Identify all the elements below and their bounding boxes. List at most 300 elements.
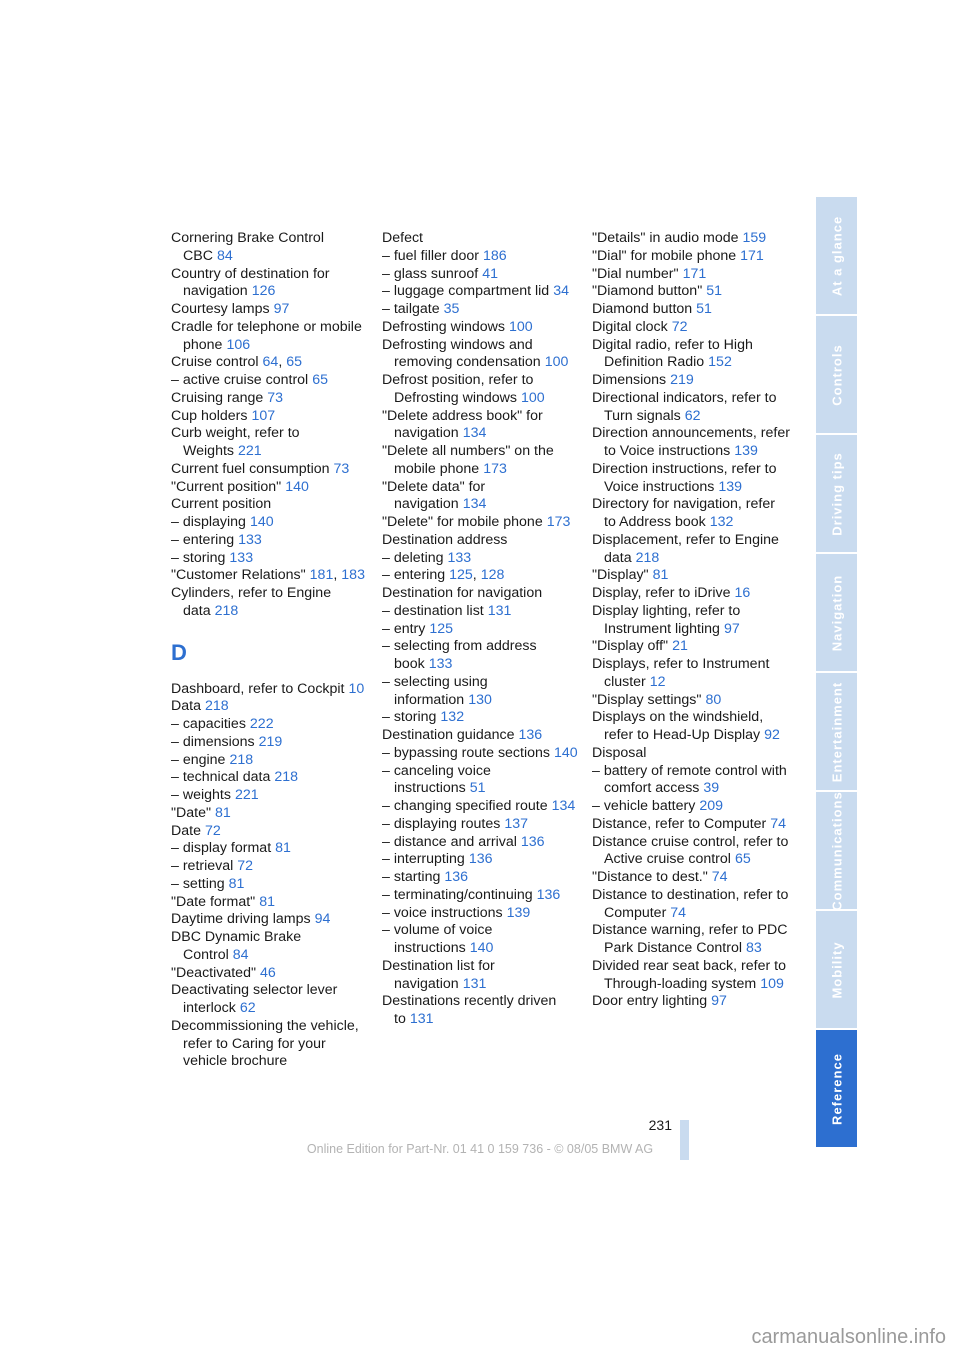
page-link[interactable]: 125 (429, 620, 454, 637)
page-link[interactable]: 132 (440, 709, 465, 726)
index-entry (171, 769, 369, 787)
index-entry (592, 585, 790, 603)
index-entry (171, 585, 369, 621)
index-entry-text: "Date format" (171, 893, 256, 910)
index-entry (592, 337, 790, 373)
index-entry-text: Directory for navigation, refer to Address book (592, 496, 775, 530)
index-entry-text: Current position (171, 496, 272, 513)
index-entry (592, 567, 790, 585)
index-entry (592, 319, 790, 337)
index-entry-text: Direction instructions, refer to Voice instructions (592, 460, 777, 495)
page-separator: , (278, 354, 283, 371)
page-link[interactable]: 136 (536, 886, 561, 903)
page-link[interactable]: 133 (447, 549, 472, 566)
page-link[interactable]: 72 (671, 318, 688, 335)
sidebar-tab-label: At a glance (829, 215, 844, 296)
index-entry-text: – storing (171, 549, 226, 566)
index-entry (382, 230, 580, 248)
page-link[interactable]: 12 (649, 673, 666, 690)
index-entry (592, 922, 790, 958)
index-entry-text: "Delete" for mobile phone (382, 514, 543, 530)
index-entry (171, 496, 369, 514)
index-entry-text: – dimensions (171, 733, 255, 750)
index-entry (171, 752, 369, 770)
index-entry-text: – entering (171, 531, 235, 548)
index-entry (592, 958, 790, 994)
index-entry-text: Destination address (382, 531, 508, 548)
index-entry (382, 745, 580, 763)
index-entry-text: Diamond button (592, 301, 693, 317)
index-entry (592, 372, 790, 390)
sidebar-tab-label: Controls (829, 343, 844, 406)
page-link[interactable]: 136 (444, 869, 469, 885)
page-link[interactable]: 62 (684, 407, 701, 424)
index-entry-text: – distance and arrival (382, 833, 517, 850)
index-entry (382, 550, 580, 568)
index-entry (171, 681, 369, 699)
index-entry-text: Distance warning, refer to PDC Park Distance Control (592, 922, 788, 956)
page-link[interactable]: 159 (742, 230, 767, 246)
page-link[interactable]: 21 (672, 638, 688, 655)
index-entry (382, 443, 580, 479)
index-entry-text: Destination for navigation (382, 585, 543, 601)
index-entry-text: "Delete data" for navigation (382, 478, 486, 513)
index-entry (382, 709, 580, 727)
page-link[interactable]: 74 (770, 815, 787, 832)
index-entry (382, 585, 580, 603)
page-link[interactable]: 219 (670, 372, 694, 388)
index-entry (382, 479, 580, 515)
index-entry-text: Data (171, 698, 201, 715)
index-entry-text: "Dial" for mobile phone (592, 247, 737, 264)
page-link[interactable]: 41 (482, 265, 498, 282)
index-entry-text: Daytime driving lamps (171, 911, 311, 928)
index-entry-text: "Date" (171, 804, 212, 821)
page-link[interactable]: 218 (204, 698, 229, 715)
index-entry-text: Display lighting, refer to Instrument lighting (592, 602, 741, 637)
index-entry-text: Distance, refer to Computer (592, 815, 767, 832)
index-entry-text: – battery of remote control with comfort access (592, 762, 787, 797)
page-link[interactable]: 106 (226, 336, 251, 353)
index-entry-text: – entry (382, 620, 426, 637)
page-link[interactable]: 134 (462, 425, 487, 442)
page-link[interactable]: 209 (699, 798, 723, 814)
page-link[interactable]: 173 (483, 460, 507, 477)
index-entry (592, 603, 790, 639)
index-entry-text: "Diamond button" (592, 283, 703, 300)
page-link[interactable]: 132 (709, 514, 734, 530)
index-entry-text: "Display settings" (592, 691, 702, 708)
index-entry-text: – destination list (382, 602, 484, 619)
page-link[interactable]: 218 (229, 751, 254, 768)
index-entry-text: – deleting (382, 549, 444, 566)
page-link[interactable]: 72 (204, 822, 221, 839)
index-entry (171, 319, 369, 355)
page-link[interactable]: 221 (238, 443, 262, 459)
index-entry (592, 461, 790, 497)
sidebar-tab-communications[interactable] (816, 792, 857, 911)
page-link[interactable]: 131 (409, 1011, 434, 1027)
page-link[interactable]: 140 (285, 478, 309, 495)
index-entry (592, 763, 790, 799)
index-entry-text: – setting (171, 875, 225, 892)
page-link[interactable]: 46 (260, 964, 276, 981)
page-link[interactable]: 218 (635, 549, 660, 566)
index-entry (382, 603, 580, 621)
index-entry (592, 869, 790, 887)
page-link[interactable]: 139 (734, 443, 758, 459)
index-entry-text: Destination list for navigation (382, 957, 495, 992)
index-entry-text: "Customer Relations" (171, 567, 306, 584)
sidebar-tab-navigation[interactable] (816, 554, 857, 673)
sidebar-tab-controls[interactable] (816, 316, 857, 435)
page-link[interactable]: 74 (670, 904, 687, 921)
page-link[interactable]: 84 (232, 946, 249, 963)
index-entry (592, 745, 790, 763)
index-entry-text: Distance cruise control, refer to Active cruise control (592, 833, 789, 868)
index-entry-text: – engine (171, 751, 226, 768)
page-number: 231 (648, 1117, 672, 1133)
index-entry (171, 716, 369, 734)
page-link[interactable]: 136 (518, 727, 543, 743)
index-entry-text: – selecting using information (382, 673, 488, 708)
index-entry-text: – retrieval (171, 858, 234, 874)
index-entry-text: Divided rear seat back, refer to Through-loading system (592, 957, 786, 992)
index-entry-text: Dashboard, refer to Cockpit (171, 680, 345, 697)
index-entry-text: Display, refer to iDrive (592, 585, 731, 601)
page-link[interactable]: 10 (348, 680, 365, 697)
index-entry (382, 887, 580, 905)
page-link[interactable]: 222 (249, 716, 274, 732)
index-entry (382, 621, 580, 639)
index-entry-text: Date (171, 822, 201, 839)
index-entry-text: – technical data (171, 769, 271, 786)
page-link[interactable]: 136 (468, 851, 493, 868)
index-entry (171, 698, 369, 716)
index-entry-text: – storing (382, 709, 437, 726)
index-entry-text: – capacities (171, 716, 246, 732)
index-entry (382, 834, 580, 852)
index-entry-text: Curb weight, refer to Weights (171, 425, 300, 459)
page-link[interactable]: 65 (286, 354, 303, 371)
index-entry (382, 905, 580, 923)
index-entry (382, 301, 580, 319)
index-entry (592, 230, 790, 248)
page-link[interactable]: 128 (480, 567, 505, 584)
index-entry (382, 763, 580, 799)
index-entry-text: "Delete all numbers" on the mobile phone (382, 443, 554, 477)
page-link[interactable]: 100 (509, 318, 533, 335)
index-entry (171, 840, 369, 858)
page-link[interactable]: 130 (468, 691, 492, 708)
index-entry (382, 727, 580, 745)
index-entry-text: – active cruise control (171, 372, 309, 388)
page-link[interactable]: 186 (483, 247, 507, 264)
index-entry-text: Displays on the windshield, refer to Head-Up Display (592, 709, 764, 743)
index-entry-text: – weights (171, 787, 231, 803)
section-sidebar (816, 197, 857, 1149)
sidebar-tab-label: Driving tips (829, 451, 844, 536)
index-entry-text: – luggage compartment lid (382, 283, 550, 300)
index-entry (382, 248, 580, 266)
index-entry-text: Cornering Brake Control CBC (171, 230, 324, 264)
index-entry (382, 798, 580, 816)
page-link[interactable]: 51 (696, 301, 712, 317)
page-link[interactable]: 81 (652, 567, 669, 584)
index-entry (592, 692, 790, 710)
index-entry (171, 858, 369, 876)
index-entry (171, 532, 369, 550)
page-link[interactable]: 152 (708, 354, 732, 371)
page-link[interactable]: 134 (551, 798, 576, 814)
index-entry-text: Decommissioning the vehicle, refer to Caring for your vehicle brochure (171, 1017, 359, 1070)
index-entry-text: "Deactivated" (171, 964, 256, 981)
index-entry-text: Cylinders, refer to Engine data (171, 585, 332, 619)
index-column-3 (592, 230, 790, 1011)
page-link[interactable]: 139 (506, 904, 531, 921)
index-entry (592, 532, 790, 568)
page-link[interactable]: 140 (249, 514, 274, 530)
index-entry-text: DBC Dynamic Brake Control (171, 929, 302, 963)
sidebar-tab-label: Communications (829, 790, 844, 911)
page-link[interactable]: 97 (273, 301, 290, 317)
page-link[interactable]: 73 (267, 389, 284, 406)
index-entry-text: Cup holders (171, 407, 248, 424)
page-link[interactable]: 100 (521, 389, 545, 406)
index-entry-text: Cradle for telephone or mobile phone (171, 318, 362, 353)
sidebar-tab-mobility[interactable] (816, 911, 857, 1030)
index-entry-text: – fuel filler door (382, 247, 479, 264)
index-entry (382, 532, 580, 550)
page-link[interactable]: 218 (274, 769, 299, 786)
index-entry-text: – volume of voice instructions (382, 922, 493, 956)
sidebar-tab-label: Mobility (829, 940, 844, 999)
index-entry (171, 461, 369, 479)
index-entry (382, 283, 580, 301)
page-link[interactable]: 109 (760, 975, 784, 992)
index-entry-text: Cruise control (171, 354, 259, 371)
index-entry-text: Disposal (592, 744, 647, 761)
page-link[interactable]: 131 (462, 975, 487, 992)
index-entry (592, 656, 790, 692)
index-entry (592, 283, 790, 301)
page-link[interactable]: 94 (314, 911, 331, 928)
page-link[interactable]: 133 (428, 656, 453, 672)
page-link[interactable]: 139 (718, 478, 743, 495)
index-entry-text: Door entry lighting (592, 993, 708, 1010)
page-separator: , (472, 567, 477, 584)
index-entry (592, 496, 790, 532)
index-entry-text: Defect (382, 230, 424, 246)
index-entry (171, 965, 369, 983)
page-link[interactable]: 136 (520, 833, 545, 850)
index-entry-text: – entering (382, 567, 446, 584)
index-entry (382, 869, 580, 887)
sidebar-tab-reference[interactable] (816, 1030, 857, 1149)
index-entry-text: Destination guidance (382, 727, 515, 743)
index-entry-text: Defrost position, refer to Defrosting windows (382, 372, 534, 406)
footer-edition-note: Online Edition for Part-Nr. 01 41 0 159 736 - © 08/05 BMW AG (306, 1142, 654, 1156)
page-link[interactable]: 62 (239, 1000, 256, 1016)
page-link[interactable]: 80 (705, 691, 722, 708)
index-entry (171, 734, 369, 752)
page-link[interactable]: 171 (682, 265, 707, 282)
index-entry (382, 319, 580, 337)
page-link[interactable]: 83 (746, 940, 762, 956)
index-entry-text: Courtesy lamps (171, 301, 270, 317)
page-link[interactable]: 183 (341, 567, 365, 584)
page-link[interactable]: 64 (262, 354, 279, 371)
page-link[interactable]: 72 (237, 858, 254, 874)
page-separator: , (333, 567, 338, 584)
page-link[interactable]: 173 (546, 514, 571, 530)
page-link[interactable]: 134 (462, 496, 487, 513)
index-entry-text: Distance to destination, refer to Computer (592, 886, 789, 921)
index-entry (382, 958, 580, 994)
index-entry (171, 372, 369, 390)
index-entry-text: "Display" (592, 567, 649, 584)
page-link[interactable]: 137 (504, 815, 528, 832)
index-entry (592, 266, 790, 284)
page-link[interactable]: 125 (449, 567, 473, 584)
index-entry-text: Displays, refer to Instrument cluster (592, 656, 770, 690)
page-link[interactable]: 126 (251, 283, 276, 300)
index-entry (382, 638, 580, 674)
page-link[interactable]: 140 (554, 744, 578, 761)
index-entry (171, 514, 369, 532)
page-link[interactable]: 133 (238, 531, 262, 548)
index-entry (382, 337, 580, 373)
page-link[interactable]: 51 (706, 283, 723, 300)
index-entry (171, 266, 369, 302)
index-entry-text: Destinations recently driven to (382, 993, 557, 1027)
index-entry-text: Defrosting windows and removing condensation (382, 336, 541, 371)
page-link[interactable]: 97 (711, 993, 727, 1010)
page-link[interactable]: 171 (740, 247, 764, 264)
page-link[interactable]: 221 (234, 787, 259, 803)
page-link[interactable]: 100 (544, 354, 569, 371)
sidebar-tab-driving-tips[interactable] (816, 435, 857, 554)
index-entry-text: Cruising range (171, 389, 264, 406)
index-entry-text: – canceling voice instructions (382, 762, 491, 797)
index-entry (592, 301, 790, 319)
page-link[interactable]: 133 (229, 549, 254, 566)
index-entry-text: – vehicle battery (592, 798, 696, 814)
index-entry-text: – displaying routes (382, 815, 501, 832)
index-entry (171, 301, 369, 319)
index-entry (382, 408, 580, 444)
index-entry-text: "Delete address book" for navigation (382, 407, 543, 442)
index-entry (171, 354, 369, 372)
index-entry-text: Country of destination for navigation (171, 265, 330, 300)
index-entry (592, 798, 790, 816)
page-link[interactable]: 65 (312, 372, 328, 388)
index-entry-text: "Distance to dest." (592, 869, 708, 885)
index-entry (171, 982, 369, 1018)
index-entry (171, 823, 369, 841)
watermark: carmanualsonline.info (751, 1326, 946, 1348)
index-entry (382, 993, 580, 1029)
index-column-2 (382, 230, 580, 1029)
index-entry (382, 851, 580, 869)
index-entry-text: Current fuel consumption (171, 460, 330, 477)
index-entry-text: – glass sunroof (382, 265, 479, 282)
index-entry-text: Dimensions (592, 372, 667, 388)
index-entry (171, 894, 369, 912)
index-entry (171, 230, 369, 266)
index-entry-text: "Display off" (592, 638, 669, 655)
index-entry (171, 911, 369, 929)
page-link[interactable]: 35 (443, 301, 460, 317)
page-link[interactable]: 16 (734, 585, 751, 601)
page-link[interactable]: 92 (764, 727, 780, 743)
page-link[interactable]: 34 (553, 283, 569, 300)
index-entry-text: – changing specified route (382, 798, 548, 814)
page-link[interactable]: 81 (275, 840, 291, 857)
index-entry-text: Digital radio, refer to High Definition Radio (592, 336, 753, 371)
index-entry-text: – interrupting (382, 851, 465, 868)
index-entry (382, 674, 580, 710)
index-entry (171, 550, 369, 568)
index-entry (382, 372, 580, 408)
index-entry-text: Deactivating selector lever interlock (171, 982, 338, 1016)
page-link[interactable]: 39 (703, 780, 720, 797)
page-link[interactable]: 84 (216, 247, 233, 264)
index-entry (382, 266, 580, 284)
index-entry (171, 805, 369, 823)
page-link[interactable]: 181 (309, 567, 334, 584)
index-entry (592, 834, 790, 870)
sidebar-tab-label: Reference (829, 1052, 844, 1125)
index-entry (171, 929, 369, 965)
page-link[interactable]: 51 (469, 780, 486, 797)
page-link[interactable]: 81 (259, 893, 275, 910)
sidebar-tab-label: Entertainment (829, 681, 844, 782)
index-entry (171, 787, 369, 805)
sidebar-tab-at-a-glance[interactable] (816, 197, 857, 316)
index-entry (592, 887, 790, 923)
index-entry-text: "Dial number" (592, 265, 679, 282)
index-entry-text: – display format (171, 840, 272, 857)
page-link[interactable]: 97 (723, 620, 740, 637)
index-entry (171, 408, 369, 426)
index-entry-text: Digital clock (592, 318, 668, 335)
page-link[interactable]: 81 (228, 875, 245, 892)
index-entry-text: – bypassing route sections (382, 744, 550, 761)
index-entry (592, 638, 790, 656)
index-entry (171, 1018, 369, 1071)
index-entry (592, 816, 790, 834)
index-entry-text: – terminating/continuing (382, 886, 533, 903)
sidebar-tab-label: Navigation (829, 574, 844, 651)
page-link[interactable]: 131 (487, 602, 512, 619)
page-link[interactable]: 218 (214, 602, 239, 619)
index-entry (171, 567, 369, 585)
page-link[interactable]: 81 (215, 804, 231, 821)
page-link[interactable]: 219 (258, 733, 283, 750)
page-link[interactable]: 65 (734, 851, 751, 868)
index-entry (382, 514, 580, 532)
page-link[interactable]: 140 (469, 940, 494, 956)
page-link[interactable]: 107 (251, 407, 276, 424)
index-entry (171, 425, 369, 461)
sidebar-tab-entertainment[interactable] (816, 673, 857, 792)
index-entry (382, 922, 580, 958)
index-entry (171, 390, 369, 408)
page-link[interactable]: 73 (333, 460, 350, 477)
index-entry-text: "Details" in audio mode (592, 230, 739, 246)
page-link[interactable]: 74 (711, 869, 728, 885)
